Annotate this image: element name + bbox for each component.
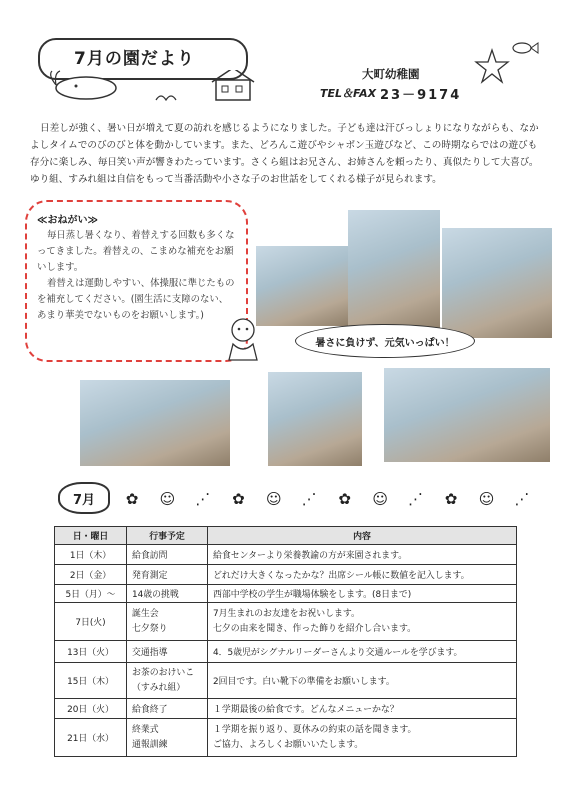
- header-illustration: [36, 70, 286, 104]
- row-content: どれだけ大きくなったかな？出席シール帳に数値を記入します。: [208, 565, 517, 585]
- fish-icon: [513, 43, 538, 53]
- blob-face-icon: ☺: [478, 490, 495, 508]
- flower-icon: ✿: [338, 490, 351, 508]
- row-content: １学期最後の給食です。どんなメニューかな？: [208, 699, 517, 719]
- row-date: 20日（火）: [55, 699, 127, 719]
- row-content-line-1: 7月生まれのお友達をお祝いします。: [213, 608, 360, 619]
- row-event-line-2: 通報訓練: [132, 739, 168, 750]
- header-content: 内容: [208, 527, 517, 545]
- table-row: [55, 719, 517, 757]
- row-event-line-1: 誕生会: [132, 608, 159, 619]
- row-event: [127, 603, 208, 641]
- row-event-line-2: 七夕祭り: [132, 623, 168, 634]
- table-header-row: [55, 527, 517, 545]
- flower-icon: ✿: [444, 490, 458, 508]
- kindergarten-name: 大町幼稚園: [362, 67, 420, 81]
- row-content: [208, 603, 517, 641]
- month-label: 7月: [72, 492, 96, 508]
- row-date: 1日（木）: [55, 545, 127, 565]
- flower-icon: ✿: [232, 490, 245, 508]
- tel-label: TEL＆FAX: [320, 87, 377, 100]
- row-content: 給食センターより栄養教諭の方が来園されます。: [208, 545, 517, 565]
- fish-icon: ⋰: [408, 490, 424, 508]
- row-content-line-2: 七夕の由来を聞き、作った飾りを紹介し合います。: [213, 623, 417, 634]
- caption-bubble: [295, 324, 475, 358]
- flower-icon: ✿: [125, 490, 139, 508]
- row-content-line-2: ご協力、よろしくお願いいたします。: [213, 739, 364, 750]
- page-title: 7月の園だより: [74, 49, 195, 69]
- table-row: [55, 545, 517, 565]
- row-content: 西部中学校の学生が職場体験をします。(8日まで): [208, 585, 517, 603]
- row-content: [208, 719, 517, 757]
- fish-icon: ⋰: [301, 490, 317, 508]
- row-event: 給食終了: [127, 699, 208, 719]
- fish-icon: ⋰: [514, 490, 530, 508]
- photo-mud-play: [256, 246, 348, 326]
- fish-icon: ⋰: [195, 490, 211, 508]
- blob-face-icon: ☺: [159, 490, 176, 508]
- photo-playground: [80, 380, 230, 466]
- header-event: 行事予定: [127, 527, 208, 545]
- row-event: 発育測定: [127, 565, 208, 585]
- icon-row: [122, 488, 532, 510]
- schedule-table: [54, 526, 517, 757]
- table-row: [55, 565, 517, 585]
- row-event: [127, 719, 208, 757]
- notice-box: [25, 200, 248, 362]
- row-date: 2日（金）: [55, 565, 127, 585]
- row-content: 4．5歳児がシグナルリーダーさんより交通ルールを学びます。: [208, 641, 517, 663]
- photo-children-group: [384, 368, 550, 462]
- table-row: [55, 603, 517, 641]
- notice-title: ≪おねがい≫: [37, 215, 98, 226]
- blob-face-icon: ☺: [372, 490, 388, 508]
- row-date: 13日（火）: [55, 641, 127, 663]
- notice-paragraph-1: 毎日蒸し暑くなり、着替えする回数も多くなってきました。着替えの、こまめな補充をお願いします。: [37, 230, 235, 273]
- photo-child-drinking: [268, 372, 362, 466]
- row-content-line-1: １学期を振り返り、夏休みの約束の話を聞きます。: [213, 724, 417, 735]
- row-date: 21日（水）: [55, 719, 127, 757]
- notice-paragraph-2: 着替えは運動しやすい、体操服に準じたものを補充してください。(園生活に支障のない、あまり華美でないものをお願いします。): [37, 278, 235, 321]
- row-event: [127, 663, 208, 699]
- row-event: 給食訪問: [127, 545, 208, 565]
- row-event-line-1: 終業式: [132, 724, 159, 735]
- table-row: [55, 699, 517, 719]
- table-row: [55, 663, 517, 699]
- whale-icon: [51, 71, 116, 99]
- table-row: [55, 641, 517, 663]
- row-content: 2回目です。白い靴下の準備をお願いします。: [208, 663, 517, 699]
- row-event-line-2: （すみれ組）: [132, 682, 186, 693]
- photo-bubbles: [442, 228, 552, 338]
- row-event: 14歳の挑戦: [127, 585, 208, 603]
- header-date: 日・曜日: [55, 527, 127, 545]
- row-event: 交通指導: [127, 641, 208, 663]
- intro-paragraph: 日差しが強く、暑い日が増えて夏の訪れを感じるようになりました。子ども達は汗びっしょりになりながらも、なかよしタイムでのびのびと体を動かしています。また、どろんこ遊びやシャボン玉遊びなど、この時期ならではの遊びも存分に楽しみ、毎日笑い声が響きわたっています。さくら組はお兄さん、お姉さんを頼ったり、真似たりして大喜び。ゆり組、すみれ組は自信をもって当番活動や小さな子のお世話をしてくれる様子が見られます。: [30, 123, 539, 185]
- row-event-line-1: お茶のおけいこ: [132, 667, 195, 678]
- row-date: 7日(火): [55, 603, 127, 641]
- blob-face-icon: ☺: [265, 490, 282, 508]
- tel-number: 23－9174: [380, 88, 462, 103]
- row-date: 5日（月）～: [55, 585, 127, 603]
- month-badge: [58, 482, 110, 514]
- photo-child-hat: [348, 210, 440, 330]
- house-icon: [212, 70, 254, 100]
- table-row: [55, 585, 517, 603]
- starfish-icon: [476, 50, 508, 82]
- row-date: 15日（木）: [55, 663, 127, 699]
- caption-text: 暑さに負けず、元気いっぱい！: [315, 337, 455, 349]
- shell-decoration: [470, 40, 540, 85]
- child-illustration: [223, 316, 265, 362]
